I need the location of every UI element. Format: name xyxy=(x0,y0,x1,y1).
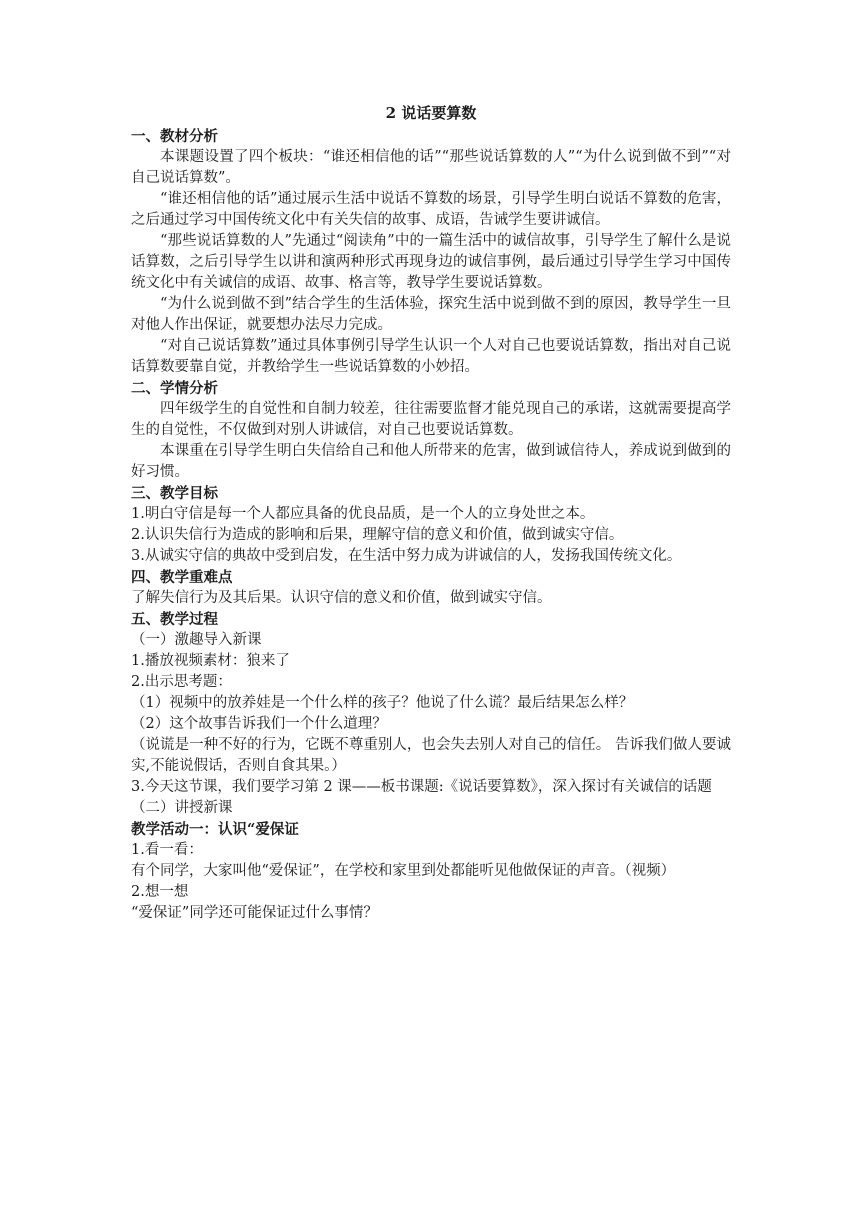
section-heading-teaching-goals: 三、教学目标 xyxy=(131,485,218,502)
process-line: 2.出示思考题： xyxy=(131,674,232,690)
process-line: 3.今天这节课，我们要学习第 2 课——板书课题:《说话要算数》，深入探讨有关诚信的话题 xyxy=(131,779,712,795)
paragraph: 本课题设置了四个板块：“谁还相信他的话”“那些说话算数的人”“为什么说到做不到”“对自己说话算数”。 xyxy=(131,149,731,186)
goal-item: 2.认识失信行为造成的影响和后果，理解守信的意义和价值，做到诚实守信。 xyxy=(131,527,624,543)
paragraph: “谁还相信他的话”通过展示生活中说话不算数的场景，引导学生明白说话不算数的危害，之后通过学习中国传统文化中有关失信的故事、成语，告诫学生要讲诚信。 xyxy=(131,191,731,228)
paragraph: 了解失信行为及其后果。认识守信的意义和价值，做到诚实守信。 xyxy=(131,590,552,606)
process-line: （说谎是一种不好的行为，它既不尊重别人，也会失去别人对自己的信任。 告诉我们做人要诚实,不能说假话，否则自食其果。） xyxy=(131,737,731,774)
section-heading-student-analysis: 二、学情分析 xyxy=(131,380,218,397)
document-body xyxy=(131,100,731,924)
section-heading-textbook-analysis: 一、教材分析 xyxy=(131,128,218,145)
paragraph: “对自己说话算数”通过具体事例引导学生认识一个人对自己也要说话算数，指出对自己说话算数要靠自觉，并教给学生一些说话算数的小妙招。 xyxy=(131,338,731,375)
section-heading-teaching-process: 五、教学过程 xyxy=(131,611,218,628)
activity-heading: 教学活动一：认识“爱保证 xyxy=(131,821,299,838)
process-line: （一）激趣导入新课 xyxy=(131,632,262,648)
process-line: 1.播放视频素材：狼来了 xyxy=(131,653,290,669)
activity-line: 1.看一看： xyxy=(131,842,203,858)
activity-line: “爱保证”同学还可能保证过什么事情？ xyxy=(131,905,378,921)
paragraph: 本课重在引导学生明白失信给自己和他人所带来的危害，做到诚信待人，养成说到做到的好习惯。 xyxy=(131,443,731,480)
activity-line: 2.想一想 xyxy=(131,884,189,900)
goal-item: 3.从诚实守信的典故中受到启发，在生活中努力成为讲诚信的人，发扬我国传统文化。 xyxy=(131,548,682,564)
section-heading-key-points: 四、教学重难点 xyxy=(131,569,233,586)
document-title: 2 说话要算数 xyxy=(385,104,477,122)
activity-line: 有个同学，大家叫他“爱保证”，在学校和家里到处都能听见他做保证的声音。（视频） xyxy=(131,863,676,879)
process-line: （二）讲授新课 xyxy=(131,800,233,816)
paragraph: “为什么说到做不到”结合学生的生活体验，探究生活中说到做不到的原因，教导学生一旦对他人作出保证，就要想办法尽力完成。 xyxy=(131,296,731,333)
goal-item: 1.明白守信是每一个人都应具备的优良品质，是一个人的立身处世之本。 xyxy=(131,506,595,522)
process-line: （2）这个故事告诉我们一个什么道理？ xyxy=(131,716,387,732)
process-line: （1）视频中的放养娃是一个什么样的孩子？他说了什么谎？最后结果怎么样？ xyxy=(131,695,634,711)
paragraph: 四年级学生的自觉性和自制力较差，往往需要监督才能兑现自己的承诺，这就需要提高学生的自觉性，不仅做到对别人讲诚信，对自己也要说话算数。 xyxy=(131,401,731,438)
paragraph: “那些说话算数的人”先通过“阅读角”中的一篇生活中的诚信故事，引导学生了解什么是说话算数，之后引导学生以讲和演两种形式再现身边的诚信事例，最后通过引导学生学习中国传统文化中有关诚信的成语、故事、格言等，教导学生要说话算数。 xyxy=(131,233,731,291)
